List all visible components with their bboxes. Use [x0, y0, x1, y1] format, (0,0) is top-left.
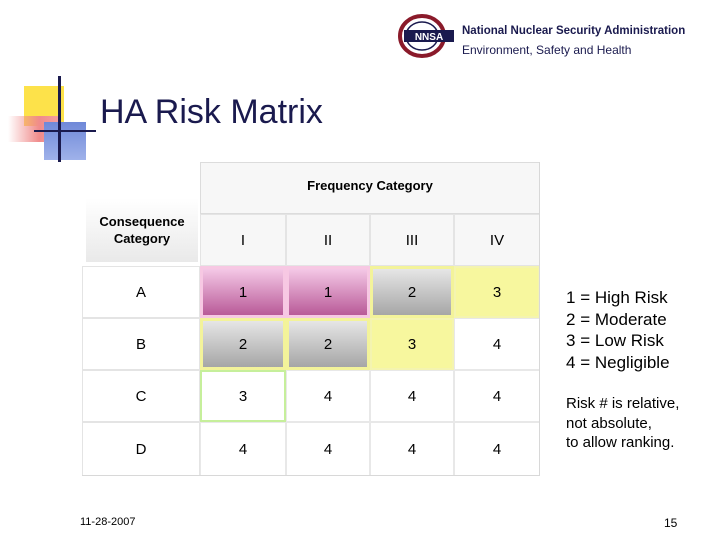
risk-legend: [566, 287, 670, 373]
logo-text: NNSA: [414, 32, 444, 43]
matrix-border-bottom: [82, 475, 540, 476]
legend-eq: =: [580, 288, 591, 307]
row-label: D: [82, 422, 200, 476]
title-decoration-vline: [58, 76, 61, 162]
matrix-cell: 4: [370, 422, 454, 476]
frequency-category-label: Frequency Category: [307, 178, 433, 193]
matrix-cell: 4: [454, 370, 540, 422]
matrix-cell: 3: [370, 318, 454, 370]
matrix-cell: 2: [286, 318, 370, 370]
matrix-cell: 2: [200, 318, 286, 370]
matrix-cell: 1: [200, 266, 286, 318]
matrix-cell: 4: [370, 370, 454, 422]
column-header: III: [370, 214, 454, 266]
matrix-cell: 2: [370, 266, 454, 318]
legend-num: 4: [566, 352, 576, 372]
matrix-cell: 4: [454, 318, 540, 370]
legend-num: 2: [566, 309, 576, 329]
row-label: B: [82, 318, 200, 370]
column-header: I: [200, 214, 286, 266]
legend-label: Moderate: [594, 309, 667, 329]
matrix-cell: 4: [454, 422, 540, 476]
legend-eq: =: [580, 352, 591, 372]
note-line: to allow ranking.: [566, 434, 675, 451]
legend-eq: =: [580, 309, 591, 329]
matrix-cell: 4: [286, 370, 370, 422]
legend-item: [566, 309, 670, 331]
matrix-cell: 3: [454, 266, 540, 318]
title-decoration-hline: [34, 130, 96, 132]
row-label: A: [82, 266, 200, 318]
legend-eq: =: [580, 331, 591, 350]
title-decoration-blue: [44, 122, 86, 160]
row-label: C: [82, 370, 200, 422]
consequence-label-line1: Consequence: [99, 214, 185, 229]
column-header: IV: [454, 214, 540, 266]
slide-title: HA Risk Matrix: [100, 93, 323, 131]
matrix-cell: 4: [200, 422, 286, 476]
column-header: II: [286, 214, 370, 266]
legend-item: [566, 330, 670, 352]
matrix-cell: 3: [200, 370, 286, 422]
footer-date: 11-28-2007: [80, 516, 136, 528]
risk-matrix: [82, 162, 540, 476]
matrix-border-right: [539, 162, 540, 476]
legend-item: [566, 352, 670, 374]
matrix-cell: 4: [286, 422, 370, 476]
note-line: Risk # is relative,: [566, 395, 680, 412]
nnsa-seal-icon: [398, 14, 456, 58]
legend-num: 1: [566, 288, 576, 307]
consequence-category-label: [86, 198, 198, 262]
consequence-label-line2: Category: [113, 231, 171, 246]
legend-item: [566, 287, 670, 309]
legend-label: Low Risk: [594, 331, 664, 350]
matrix-cell: 1: [286, 266, 370, 318]
page-number: 15: [664, 516, 678, 530]
legend-label: Negligible: [594, 352, 670, 372]
legend-num: 3: [566, 331, 576, 350]
legend-label: High Risk: [594, 288, 668, 307]
risk-note: [566, 394, 679, 453]
org-name: National Nuclear Security Administration: [462, 25, 686, 37]
org-subtitle: Environment, Safety and Health: [462, 43, 632, 57]
nnsa-logo: [398, 14, 456, 58]
note-line: not absolute,: [566, 414, 652, 432]
